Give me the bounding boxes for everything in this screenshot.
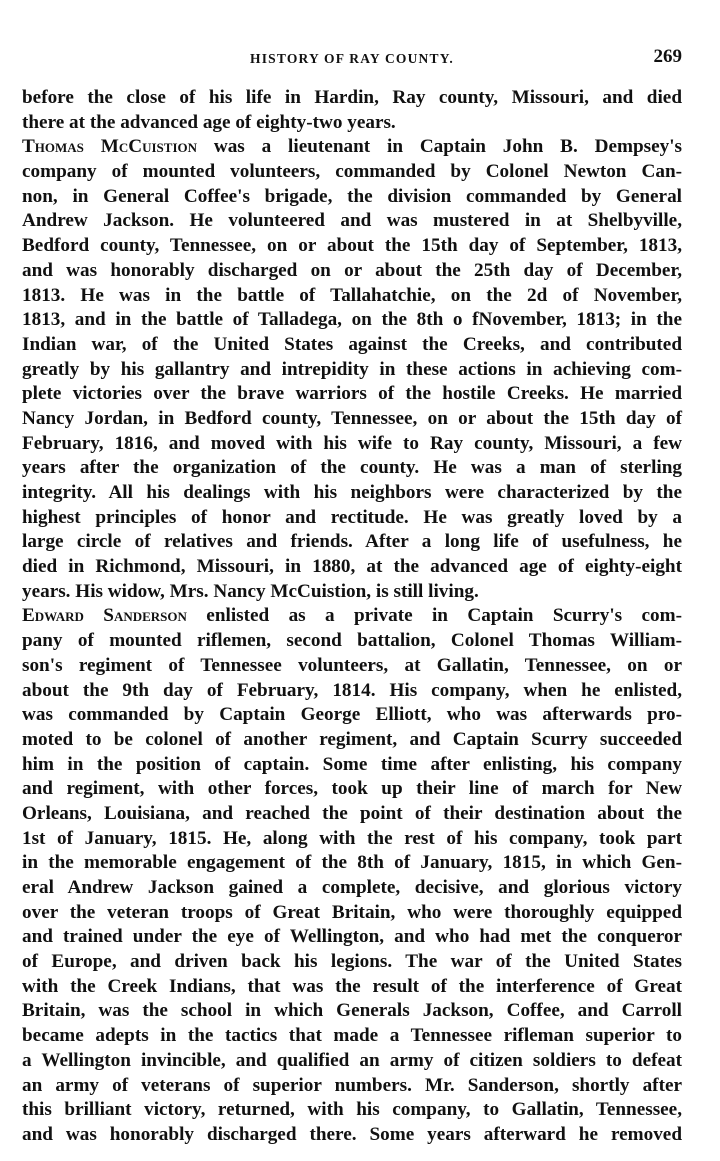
text-line [22, 975, 682, 1000]
text-line [22, 777, 682, 802]
line-text: eral Andrew Jackson gained a complete, decisive, and glorious victory [22, 877, 682, 898]
text-line [22, 481, 682, 506]
line-text: years after the organization of the county. He was a man of sterling [22, 457, 682, 479]
text-line [22, 604, 682, 629]
line-text: and was honorably discharged there. Some years afterward he removed [22, 1123, 682, 1145]
text-line [22, 209, 682, 234]
text-line [22, 407, 682, 432]
text-line [22, 950, 682, 975]
line-text: Nancy Jordan, in Bedford county, Tennessee, on or about the 15th day of [22, 407, 682, 429]
text-line [22, 827, 682, 852]
line-text: pany of mounted riflemen, second battalion, Colonel Thomas William- [22, 630, 682, 652]
line-text: died in Richmond, Missouri, in 1880, at the advanced age of eighty-eight [22, 556, 682, 578]
line-text: was commanded by Captain George Elliott, who was afterwards pro- [22, 704, 682, 726]
text-line [22, 506, 682, 531]
text-line [22, 876, 682, 901]
line-text: an army of veterans of superior numbers. Mr. Sanderson, shortly after [22, 1074, 682, 1096]
text-line [22, 135, 682, 160]
text-line [22, 358, 682, 383]
page-body-text [22, 86, 682, 1148]
text-line [22, 160, 682, 185]
text-line [22, 284, 682, 309]
text-line [22, 802, 682, 827]
line-text: 1st of January, 1815. He, along with the rest of his company, took part [22, 827, 682, 849]
text-line [22, 1024, 682, 1049]
line-text: large circle of relatives and friends. After a long life of usefulness, he [22, 531, 682, 553]
line-text: moted to be colonel of another regiment, and Captain Scurry succeeded [22, 728, 682, 750]
text-line [22, 999, 682, 1024]
text-line [22, 234, 682, 259]
text-line [22, 925, 682, 950]
line-text: son's regiment of Tennessee volunteers, at Gallatin, Tennessee, on or [22, 654, 682, 676]
line-text: and regiment, with other forces, took up their line of march for New [22, 778, 682, 800]
text-line [22, 1049, 682, 1074]
text-line [22, 555, 682, 580]
line-text: with the Creek Indians, that was the result of the interference of Great [22, 975, 682, 997]
text-line [22, 259, 682, 284]
line-text: 1813, and in the battle of Talladega, on the 8th o fNovember, 1813; in the [22, 309, 682, 331]
line-text: Andrew Jackson. He volunteered and was mustered in at Shelbyville, [22, 210, 682, 232]
line-text: 1813. He was in the battle of Tallahatchie, on the 2d of November, [22, 284, 682, 306]
text-line [22, 1098, 682, 1123]
line-text: over the veteran troops of Great Britain, who were thoroughly equipped [22, 901, 682, 923]
line-text: this brilliant victory, returned, with his company, to Gallatin, Tennessee, [22, 1099, 682, 1121]
line-text: of Europe, and driven back his legions. The war of the United States [22, 951, 682, 973]
text-line [22, 456, 682, 481]
text-line [22, 654, 682, 679]
text-line [22, 111, 682, 136]
text-line [22, 432, 682, 457]
text-line [22, 728, 682, 753]
text-line [22, 901, 682, 926]
line-text: Britain, was the school in which Generals Jackson, Coffee, and Carroll [22, 1000, 682, 1022]
text-line [22, 629, 682, 654]
line-text: enlisted as a private in Captain Scurry's com- [186, 605, 682, 627]
text-line [22, 703, 682, 728]
text-line [22, 753, 682, 778]
line-text: company of mounted volunteers, commanded by Colonel Newton Can- [22, 161, 682, 183]
text-line [22, 86, 682, 111]
text-line [22, 185, 682, 210]
line-text: was a lieutenant in Captain John B. Dempsey's [197, 136, 682, 158]
text-line [22, 308, 682, 333]
text-line [22, 1074, 682, 1099]
line-text: in the memorable engagement of the 8th of January, 1815, in which Gen- [22, 852, 682, 874]
text-line [22, 1123, 682, 1148]
line-text: him in the position of captain. Some time after enlisting, his company [22, 753, 682, 775]
page-number: 269 [653, 46, 682, 67]
person-name-small-caps: Edward Sanderson [22, 605, 187, 627]
line-text: Orleans, Louisiana, and reached the point of their destination about the [22, 802, 682, 824]
line-text: Bedford county, Tennessee, on or about the 15th day of September, 1813, [22, 235, 682, 257]
text-line [22, 580, 682, 605]
text-line [22, 382, 682, 407]
line-text: became adepts in the tactics that made a Tennessee rifleman superior to [22, 1025, 682, 1047]
line-text: and was honorably discharged on or about the 25th day of December, [22, 259, 682, 281]
line-text: greatly by his gallantry and intrepidity in these actions in achieving com- [22, 358, 682, 380]
running-head: HISTORY OF RAY COUNTY. [250, 51, 454, 66]
text-line [22, 851, 682, 876]
line-text: before the close of his life in Hardin, Ray county, Missouri, and died [22, 87, 682, 108]
line-text: years. His widow, Mrs. Nancy McCuistion, is still living. [22, 580, 479, 602]
line-text: about the 9th day of February, 1814. His company, when he enlisted, [22, 679, 682, 701]
person-name-small-caps: Thomas McCuistion [22, 136, 198, 158]
line-text: there at the advanced age of eighty-two years. [22, 111, 396, 133]
line-text: highest principles of honor and rectitude. He was greatly loved by a [22, 506, 682, 528]
page-header [22, 46, 682, 72]
line-text: a Wellington invincible, and qualified an army of citizen soldiers to defeat [22, 1049, 682, 1071]
line-text: plete victories over the brave warriors of the hostile Creeks. He married [22, 383, 682, 405]
line-text: February, 1816, and moved with his wife to Ray county, Missouri, a few [22, 432, 682, 454]
text-line [22, 333, 682, 358]
text-line [22, 679, 682, 704]
line-text: integrity. All his dealings with his neighbors were characterized by the [22, 482, 682, 503]
line-text: Indian war, of the United States against the Creeks, and contributed [22, 333, 682, 355]
line-text: non, in General Coffee's brigade, the division commanded by General [22, 185, 682, 207]
text-line [22, 530, 682, 555]
line-text: and trained under the eye of Wellington, and who had met the conqueror [22, 926, 682, 948]
